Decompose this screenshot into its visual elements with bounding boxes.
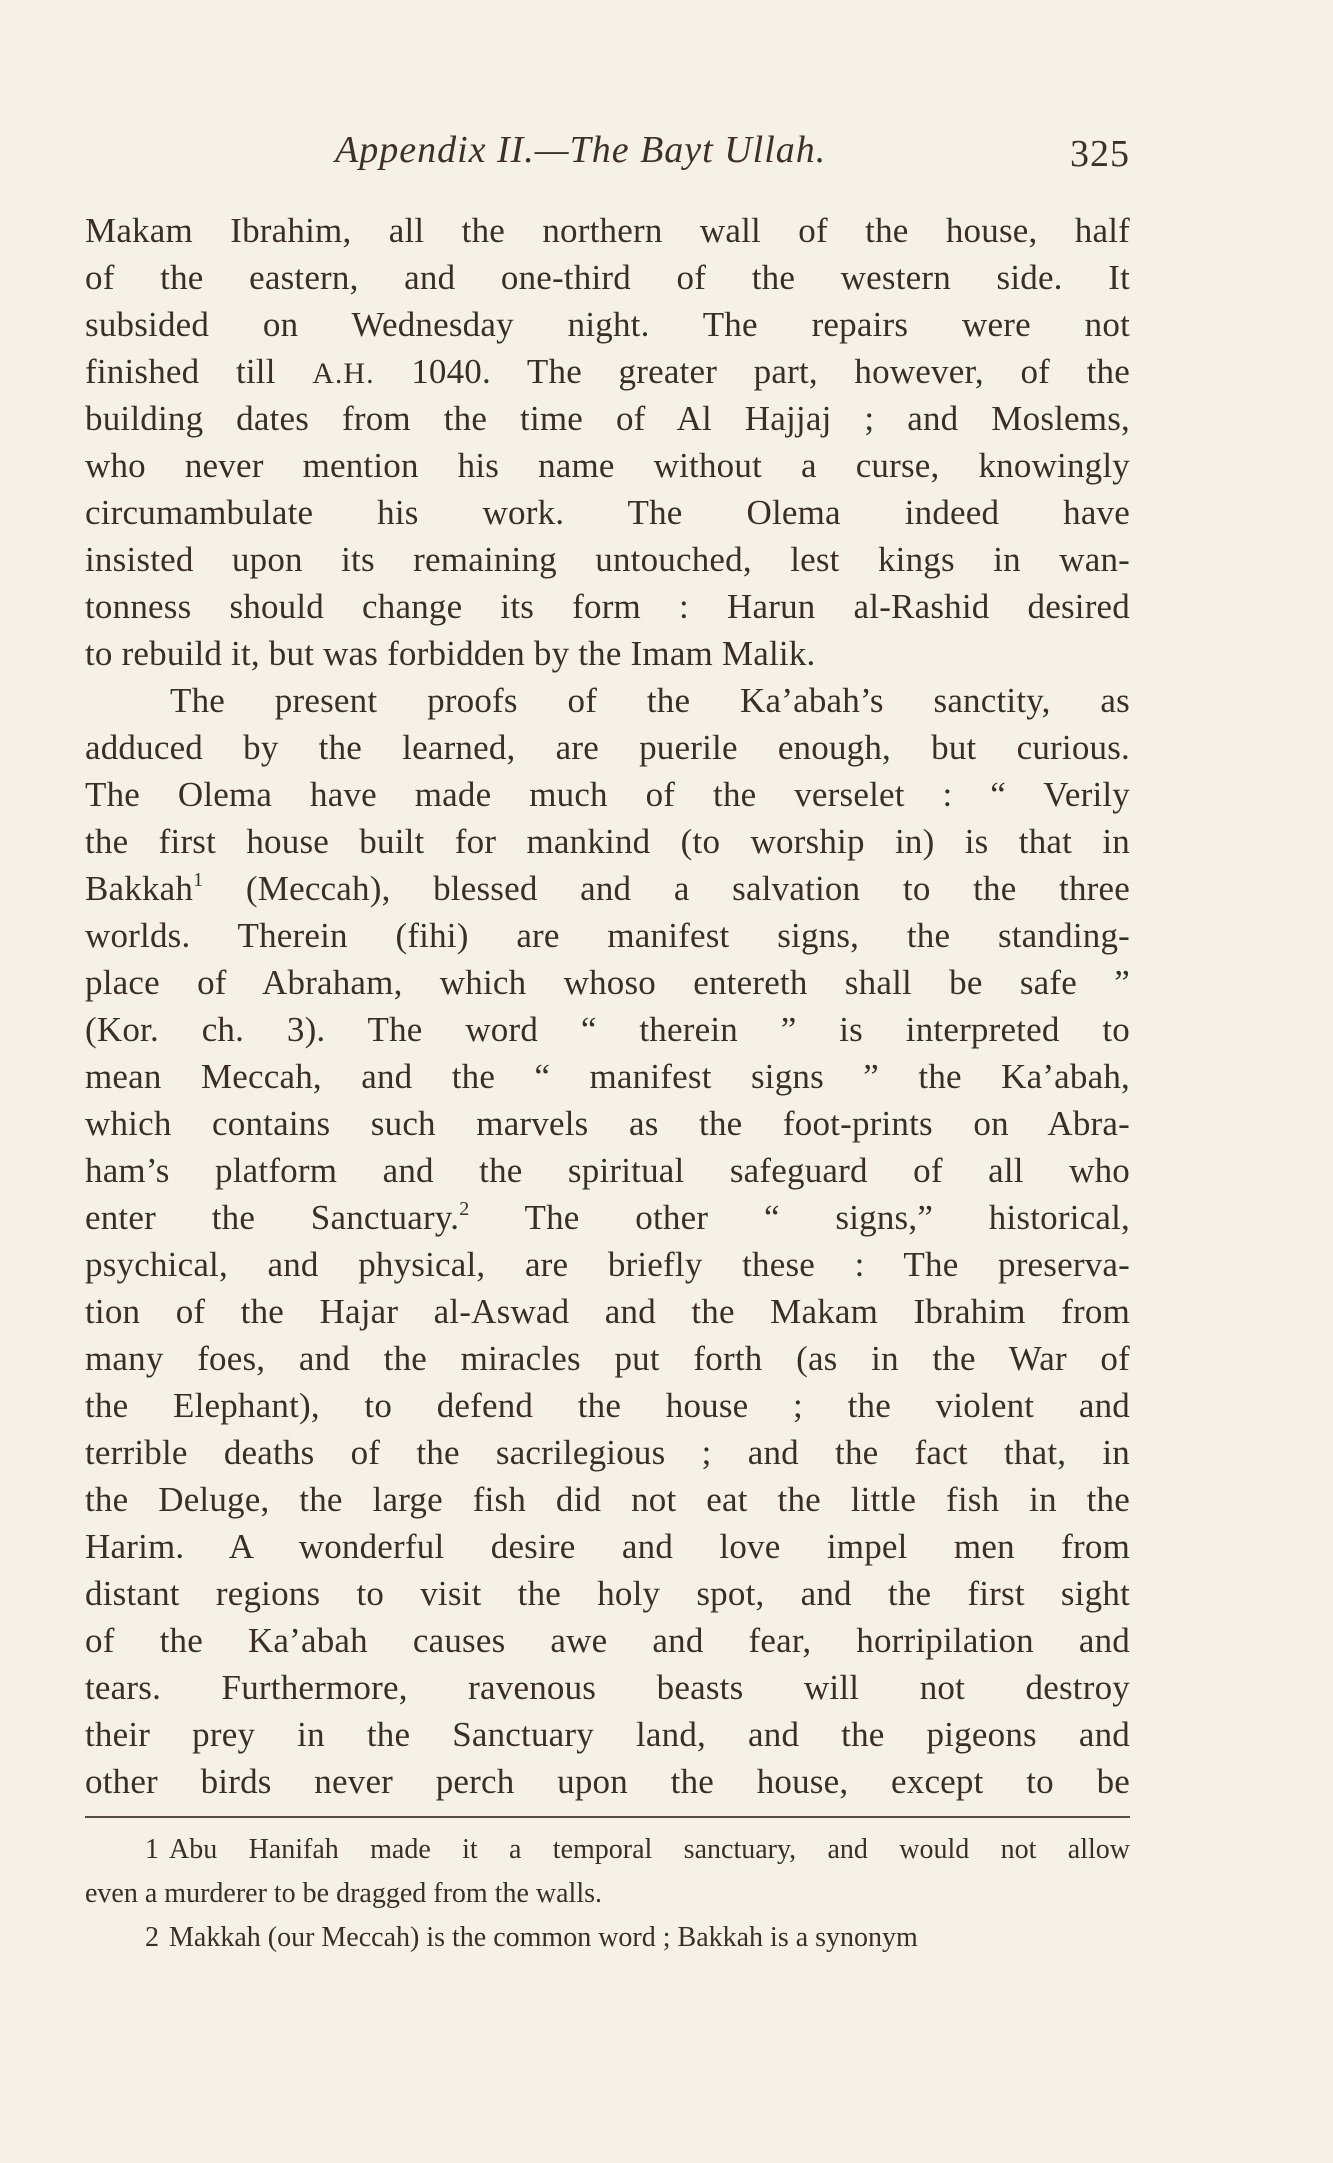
text-line: the Elephant), to defend the house ; the violent and: [85, 1386, 1130, 1425]
footnote-rule: [85, 1816, 1130, 1818]
running-title: Appendix II.—The Bayt Ullah.: [335, 129, 827, 171]
text-span: finished till: [85, 352, 313, 391]
text-line: Harim. A wonderful desire and love impel men from: [85, 1527, 1130, 1566]
text-line: subsided on Wednesday night. The repairs were not: [85, 305, 1130, 344]
text-line: ham’s platform and the spiritual safeguard of all who: [85, 1151, 1130, 1190]
text-line: The Olema have made much of the verselet : “ Verily: [85, 775, 1130, 814]
footnote-2-line: [85, 1916, 1130, 1960]
text-span: Bakkah: [85, 869, 194, 908]
text-line: distant regions to visit the holy spot, and the first sight: [85, 1574, 1130, 1613]
text-span: (Meccah), blessed and a salvation to the three: [203, 869, 1130, 908]
text-line: their prey in the Sanctuary land, and the pigeons and: [85, 1715, 1130, 1754]
footnote-ref-2[interactable]: 2: [459, 1198, 470, 1220]
text-line: adduced by the learned, are puerile enough, but curious.: [85, 728, 1130, 767]
text-line: (Kor. ch. 3). The word “ therein ” is interpreted to: [85, 1010, 1130, 1049]
text-line: the Deluge, the large fish did not eat the little fish in the: [85, 1480, 1130, 1519]
running-head: [85, 128, 1130, 178]
text-line: of the Ka’abah causes awe and fear, horripilation and: [85, 1621, 1130, 1660]
footnotes: [85, 1828, 1130, 1960]
text-line: The present proofs of the Ka’abah’s sanctity, as: [170, 681, 1130, 720]
text-line: circumambulate his work. The Olema indeed have: [85, 493, 1130, 532]
text-line: terrible deaths of the sacrilegious ; and the fact that, in: [85, 1433, 1130, 1472]
footnote-1-line: [85, 1828, 1130, 1872]
text-line: psychical, and physical, are briefly these : The preserva-: [85, 1245, 1130, 1284]
text-line: other birds never perch upon the house, except to be: [85, 1762, 1130, 1801]
footnote-text: Abu Hanifah made it a temporal sanctuary, and would not allow: [169, 1834, 1130, 1865]
text-span: enter the Sanctuary.: [85, 1198, 460, 1237]
footnote-ref-1[interactable]: 1: [193, 869, 204, 891]
text-span: 1040. The greater part, however, of the: [374, 352, 1130, 391]
footnote-number: 1: [145, 1834, 159, 1865]
text-line: mean Meccah, and the “ manifest signs ” the Ka’abah,: [85, 1057, 1130, 1096]
era-abbreviation: A.H.: [312, 357, 375, 390]
text-line: the first house built for mankind (to worship in) is that in: [85, 822, 1130, 861]
page-number: 325: [1070, 133, 1130, 175]
text-line: place of Abraham, which whoso entereth shall be safe ”: [85, 963, 1130, 1002]
text-line: to rebuild it, but was forbidden by the Imam Malik.: [85, 634, 816, 673]
text-line: [85, 1194, 1130, 1241]
text-line: [85, 865, 1130, 912]
text-line: tonness should change its form : Harun al-Rashid desired: [85, 587, 1130, 626]
text-line: many foes, and the miracles put forth (as in the War of: [85, 1339, 1130, 1378]
text-line: worlds. Therein (fihi) are manifest signs, the standing-: [85, 916, 1130, 955]
footnote-text: Makkah (our Meccah) is the common word ; Bakkah is a synonym: [169, 1922, 918, 1953]
text-line: Makam Ibrahim, all the northern wall of the house, half: [85, 211, 1130, 250]
text-line: tion of the Hajar al-Aswad and the Makam Ibrahim from: [85, 1292, 1130, 1331]
text-line: which contains such marvels as the foot-prints on Abra-: [85, 1104, 1130, 1143]
text-span: The other “ signs,” historical,: [469, 1198, 1130, 1237]
footnote-1-line: even a murderer to be dragged from the walls.: [85, 1878, 603, 1909]
text-line: [85, 348, 1130, 395]
text-line: of the eastern, and one-third of the western side. It: [85, 258, 1130, 297]
text-line: tears. Furthermore, ravenous beasts will not destroy: [85, 1668, 1130, 1707]
text-line: insisted upon its remaining untouched, lest kings in wan-: [85, 540, 1130, 579]
text-line: building dates from the time of Al Hajjaj ; and Moslems,: [85, 399, 1130, 438]
footnote-number: 2: [145, 1922, 159, 1953]
text-line: who never mention his name without a curse, knowingly: [85, 446, 1130, 485]
body-text: [85, 207, 1130, 1805]
